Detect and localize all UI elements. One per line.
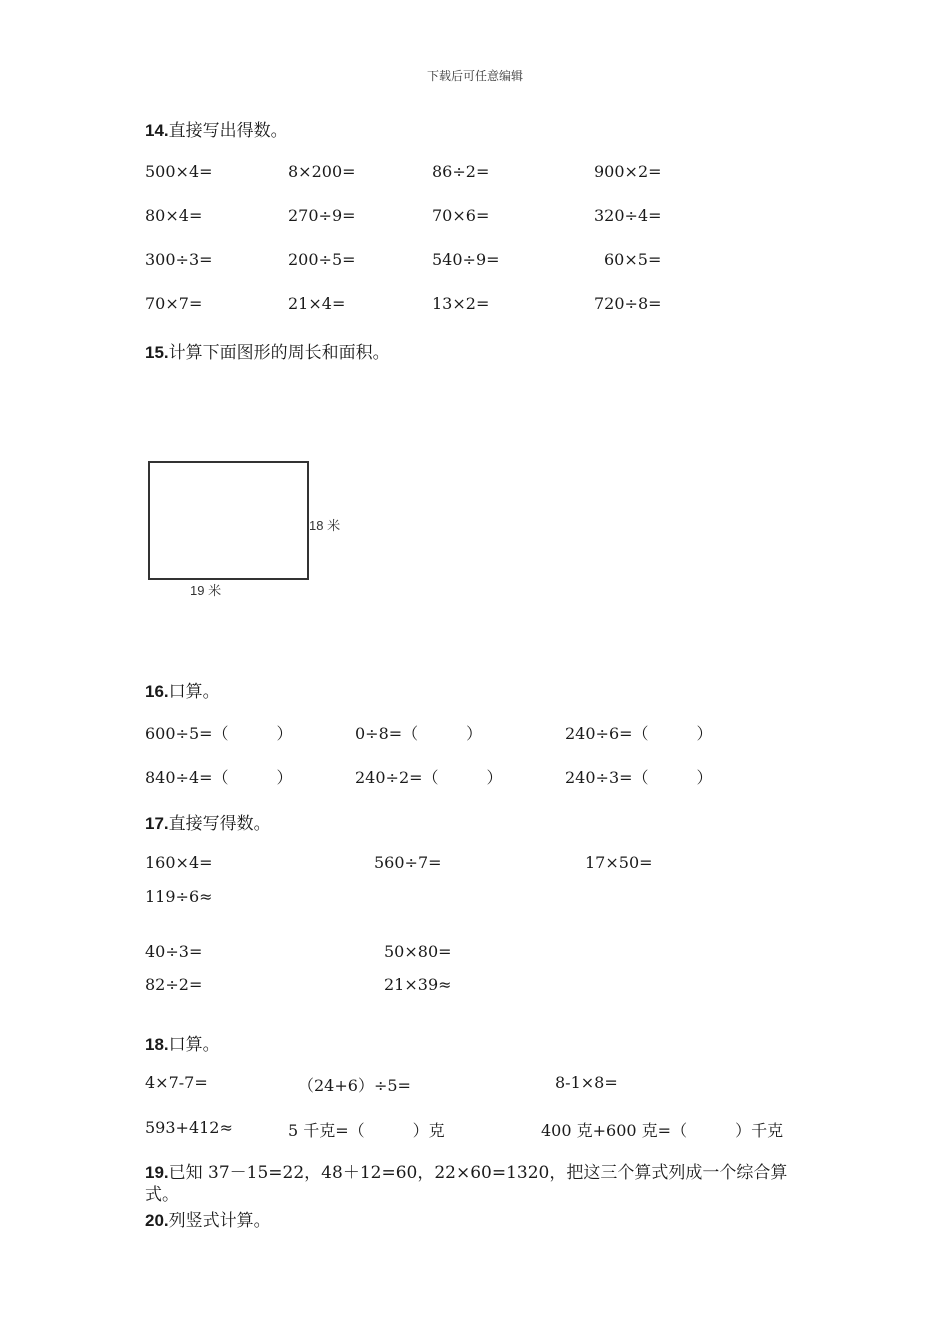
question-text: 口算。 bbox=[168, 682, 220, 702]
math-item: （24+6）÷5= bbox=[298, 1076, 411, 1095]
question-19 bbox=[145, 1162, 805, 1206]
question-20-title bbox=[145, 1206, 271, 1231]
height-label: 18 米 bbox=[309, 518, 341, 533]
math-item: 82÷2= bbox=[145, 975, 203, 994]
question-text: 列竖式计算。 bbox=[168, 1211, 271, 1231]
question-text: 口算。 bbox=[168, 1035, 220, 1055]
question-16-title bbox=[145, 677, 220, 702]
math-item: 0÷8=（ ） bbox=[355, 724, 483, 743]
math-item: 560÷7= bbox=[374, 853, 442, 872]
math-item: 593+412≈ bbox=[145, 1118, 233, 1137]
math-item: 13×2= bbox=[432, 294, 490, 313]
math-item: 900×2= bbox=[594, 162, 662, 181]
question-number: 17. bbox=[145, 814, 169, 833]
question-text: 直接写出得数。 bbox=[168, 121, 288, 141]
math-item: 400 克+600 克=（ ）千克 bbox=[541, 1121, 784, 1140]
math-item: 840÷4=（ ） bbox=[145, 768, 293, 787]
math-item: 200÷5= bbox=[288, 250, 356, 269]
math-item: 4×7-7= bbox=[145, 1073, 208, 1092]
math-item: 160×4= bbox=[145, 853, 213, 872]
question-number: 14. bbox=[145, 121, 169, 140]
math-item: 21×4= bbox=[288, 294, 346, 313]
width-label: 19 米 bbox=[190, 583, 222, 598]
math-item: 119÷6≈ bbox=[145, 887, 213, 906]
question-15-title bbox=[145, 338, 390, 363]
rectangle-figure bbox=[148, 461, 309, 580]
math-item: 8×200= bbox=[288, 162, 356, 181]
math-item: 240÷6=（ ） bbox=[565, 724, 713, 743]
question-text: 计算下面图形的周长和面积。 bbox=[168, 343, 390, 363]
question-text: 已知 37－15=22，48＋12=60，22×60=1320，把这三个算式列成一个综合算式。 bbox=[145, 1163, 788, 1205]
math-item: 320÷4= bbox=[594, 206, 662, 225]
math-item: 240÷3=（ ） bbox=[565, 768, 713, 787]
math-item: 70×6= bbox=[432, 206, 490, 225]
question-number: 19. bbox=[145, 1163, 169, 1182]
math-item: 240÷2=（ ） bbox=[355, 768, 503, 787]
math-item: 80×4= bbox=[145, 206, 203, 225]
math-item: 500×4= bbox=[145, 162, 213, 181]
question-18-title bbox=[145, 1030, 220, 1055]
math-item: 21×39≈ bbox=[384, 975, 452, 994]
math-item: 40÷3= bbox=[145, 942, 203, 961]
math-item: 270÷9= bbox=[288, 206, 356, 225]
question-number: 16. bbox=[145, 682, 169, 701]
math-item: 86÷2= bbox=[432, 162, 490, 181]
math-item: 300÷3= bbox=[145, 250, 213, 269]
math-item: 17×50= bbox=[585, 853, 653, 872]
math-item: 60×5= bbox=[604, 250, 662, 269]
math-item: 5 千克=（ ）克 bbox=[288, 1121, 445, 1140]
question-text: 直接写得数。 bbox=[168, 814, 271, 834]
page-header: 下载后可任意编辑 bbox=[426, 69, 523, 83]
math-item: 720÷8= bbox=[594, 294, 662, 313]
question-number: 20. bbox=[145, 1211, 169, 1230]
math-item: 540÷9= bbox=[432, 250, 500, 269]
math-item: 8-1×8= bbox=[555, 1073, 618, 1092]
question-17-title bbox=[145, 809, 271, 834]
math-item: 600÷5=（ ） bbox=[145, 724, 293, 743]
math-item: 50×80= bbox=[384, 942, 452, 961]
question-number: 18. bbox=[145, 1035, 169, 1054]
question-number: 15. bbox=[145, 343, 169, 362]
math-item: 70×7= bbox=[145, 294, 203, 313]
question-14-title bbox=[145, 116, 288, 141]
